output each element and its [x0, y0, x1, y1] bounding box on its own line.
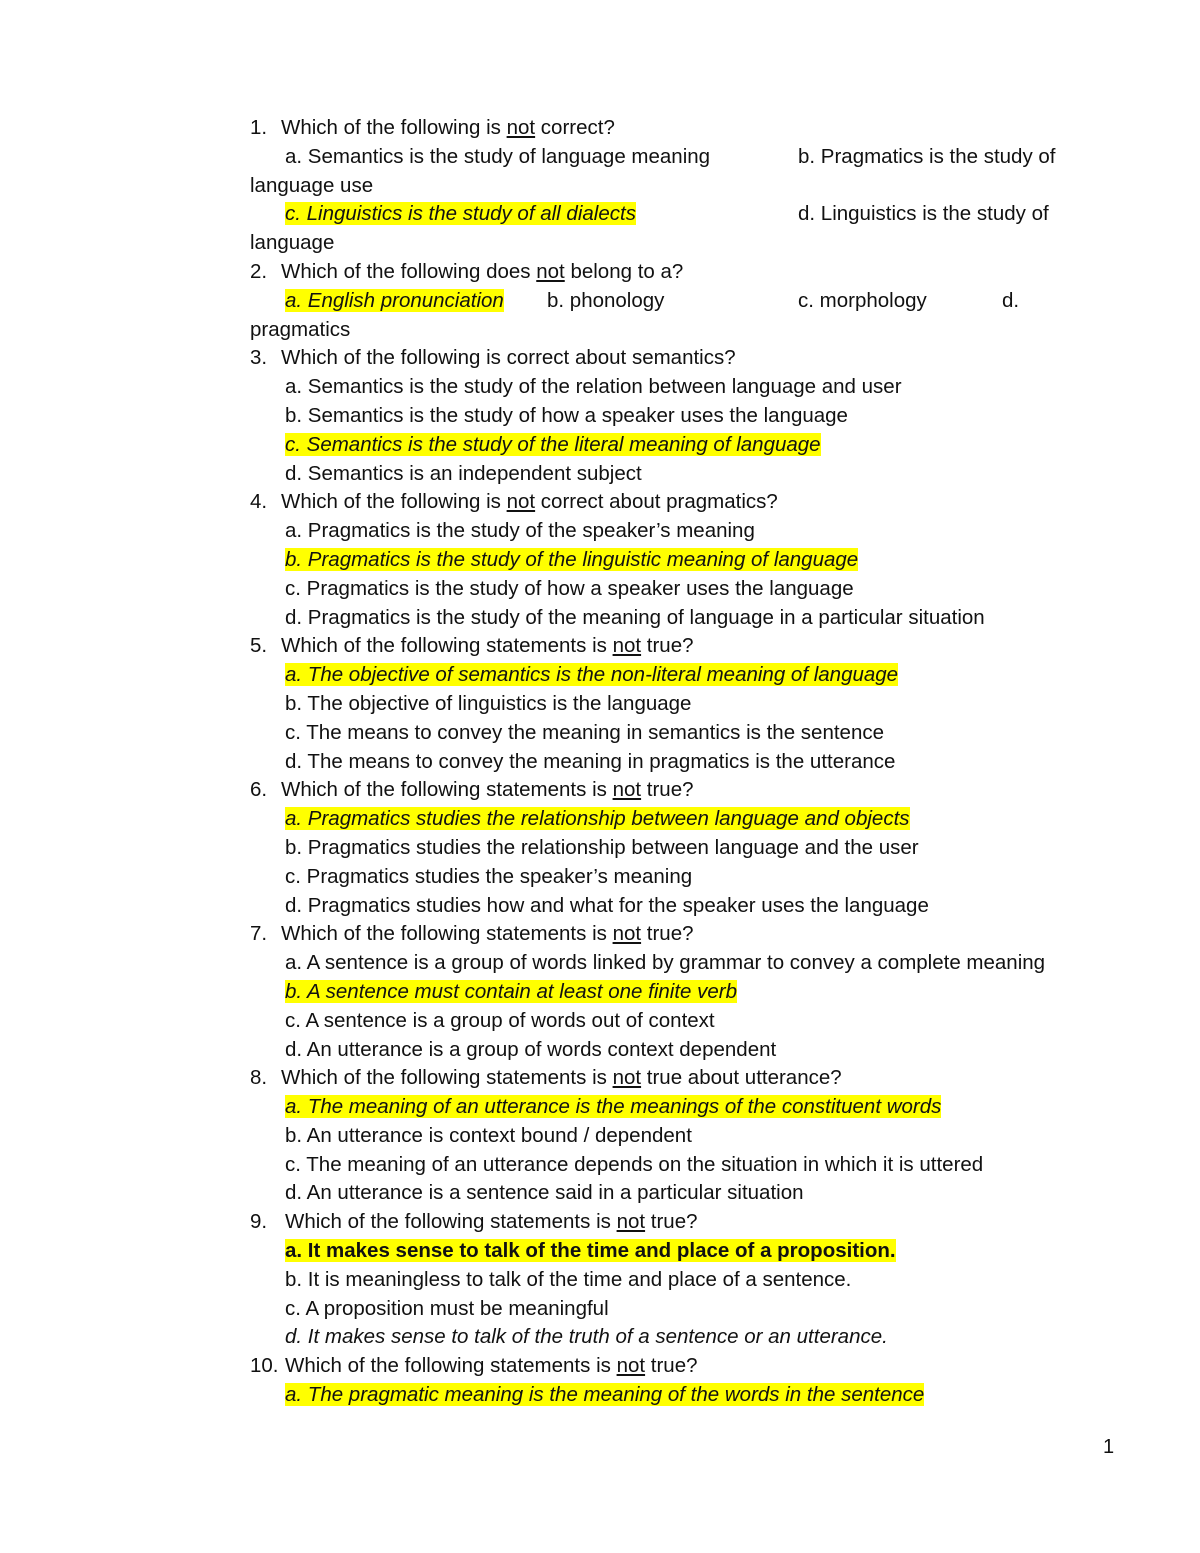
emphasis-not: not	[506, 116, 536, 139]
option-d: d. An utterance is a sentence said in a particular situation	[285, 1181, 804, 1205]
question-number: 6.	[250, 778, 268, 802]
emphasis-not: not	[612, 922, 642, 946]
question-8	[250, 1064, 1090, 1093]
question-10	[250, 1352, 1090, 1381]
option-b: b. It is meaningless to talk of the time and place of a sentence.	[285, 1267, 852, 1291]
question-4	[250, 488, 1090, 517]
option-c: c. A sentence is a group of words out of context	[285, 1008, 715, 1032]
option-d: d. It makes sense to talk of the truth of a sentence or an utterance.	[285, 1325, 888, 1349]
question-number: 10.	[250, 1354, 279, 1378]
option-continuation: language	[250, 231, 335, 255]
option-c: c. Pragmatics studies the speaker’s meaning	[285, 864, 693, 888]
option-a-answer: a. English pronunciation	[285, 288, 504, 312]
option-b: b. An utterance is context bound / dependent	[285, 1123, 692, 1147]
question-text: Which of the following statements is not true?	[281, 634, 694, 658]
question-text: Which of the following is not correct about pragmatics?	[281, 490, 778, 514]
option-b: b. The objective of linguistics is the language	[285, 691, 692, 715]
option-a: a. A sentence is a group of words linked by grammar to convey a complete meaning	[285, 951, 1046, 975]
option-a-answer: a. The meaning of an utterance is the meanings of the constituent words	[285, 1095, 942, 1119]
option-b: b. Pragmatics is the study of	[798, 144, 1056, 168]
emphasis-not: not	[616, 1354, 646, 1378]
emphasis-not: not	[506, 490, 536, 514]
emphasis-not: not	[612, 634, 642, 658]
option-b: b. Pragmatics studies the relationship between language and the user	[285, 835, 919, 859]
option-a-answer: a. The pragmatic meaning is the meaning of the words in the sentence	[285, 1383, 925, 1407]
question-text: Which of the following statements is not true?	[285, 1210, 698, 1234]
option-d: d. Pragmatics is the study of the meaning of language in a particular situation	[285, 605, 985, 629]
option-c: c. The means to convey the meaning in semantics is the sentence	[285, 720, 885, 744]
question-number: 5.	[250, 634, 268, 658]
option-d: d.	[1002, 288, 1020, 312]
question-text: Which of the following statements is not true?	[285, 1354, 698, 1378]
question-2	[250, 258, 1090, 287]
page-number: 1	[1103, 1436, 1115, 1458]
question-number: 8.	[250, 1066, 268, 1090]
option-b: b. Semantics is the study of how a speaker uses the language	[285, 403, 848, 427]
question-3	[250, 344, 1090, 373]
option-row	[250, 200, 1090, 229]
option-c-answer: c. Semantics is the study of the literal meaning of language	[285, 432, 821, 456]
option-d: d. Semantics is an independent subject	[285, 461, 642, 485]
emphasis-not: not	[536, 259, 565, 283]
question-text: Which of the following statements is not true?	[281, 778, 694, 802]
option-c: c. Pragmatics is the study of how a speaker uses the language	[285, 576, 854, 600]
option-b-answer: b. A sentence must contain at least one finite verb	[285, 979, 738, 1003]
question-1	[250, 114, 1090, 143]
option-a-answer: a. It makes sense to talk of the time and place of a proposition.	[285, 1239, 896, 1263]
option-a-answer: a. Pragmatics studies the relationship between language and objects	[285, 807, 910, 831]
option-a: a. Pragmatics is the study of the speaker’s meaning	[285, 519, 755, 543]
question-text: Which of the following statements is not true about utterance?	[281, 1066, 842, 1090]
question-number: 3.	[250, 346, 268, 370]
emphasis-not: not	[616, 1210, 646, 1234]
option-d: d. Linguistics is the study of	[798, 202, 1049, 226]
question-text: Which of the following does not belong to a?	[281, 259, 684, 283]
question-text: Which of the following is not correct?	[281, 116, 615, 139]
question-number: 9.	[250, 1210, 268, 1234]
option-row	[250, 287, 1090, 316]
question-5	[250, 632, 1090, 661]
option-c-answer: c. Linguistics is the study of all dialects	[285, 202, 636, 226]
option-d: d. Pragmatics studies how and what for the speaker uses the language	[285, 893, 929, 917]
option-a: a. Semantics is the study of the relation between language and user	[285, 375, 902, 399]
question-7	[250, 920, 1090, 949]
question-text: Which of the following statements is not true?	[281, 922, 694, 946]
option-continuation: language use	[250, 173, 374, 197]
option-b-answer: b. Pragmatics is the study of the linguistic meaning of language	[285, 547, 859, 571]
option-c: c. morphology	[798, 288, 927, 312]
option-d: d. The means to convey the meaning in pragmatics is the utterance	[285, 749, 896, 773]
emphasis-not: not	[612, 1066, 642, 1090]
emphasis-not: not	[612, 778, 642, 802]
option-continuation: pragmatics	[250, 317, 351, 341]
option-a: a. Semantics is the study of language meaning	[285, 144, 711, 168]
option-c: c. A proposition must be meaningful	[285, 1296, 609, 1320]
option-b: b. phonology	[547, 288, 665, 312]
question-number: 4.	[250, 490, 268, 514]
option-d: d. An utterance is a group of words context dependent	[285, 1037, 777, 1061]
question-text: Which of the following is correct about semantics?	[281, 346, 736, 370]
question-number: 1.	[250, 116, 268, 139]
option-c: c. The meaning of an utterance depends on the situation in which it is uttered	[285, 1152, 984, 1176]
question-9	[250, 1208, 1090, 1237]
quiz-page	[250, 114, 1090, 1410]
option-a-answer: a. The objective of semantics is the non-literal meaning of language	[285, 663, 899, 687]
question-6	[250, 776, 1090, 805]
question-number: 7.	[250, 922, 268, 946]
option-row	[250, 143, 1090, 172]
question-number: 2.	[250, 259, 268, 283]
